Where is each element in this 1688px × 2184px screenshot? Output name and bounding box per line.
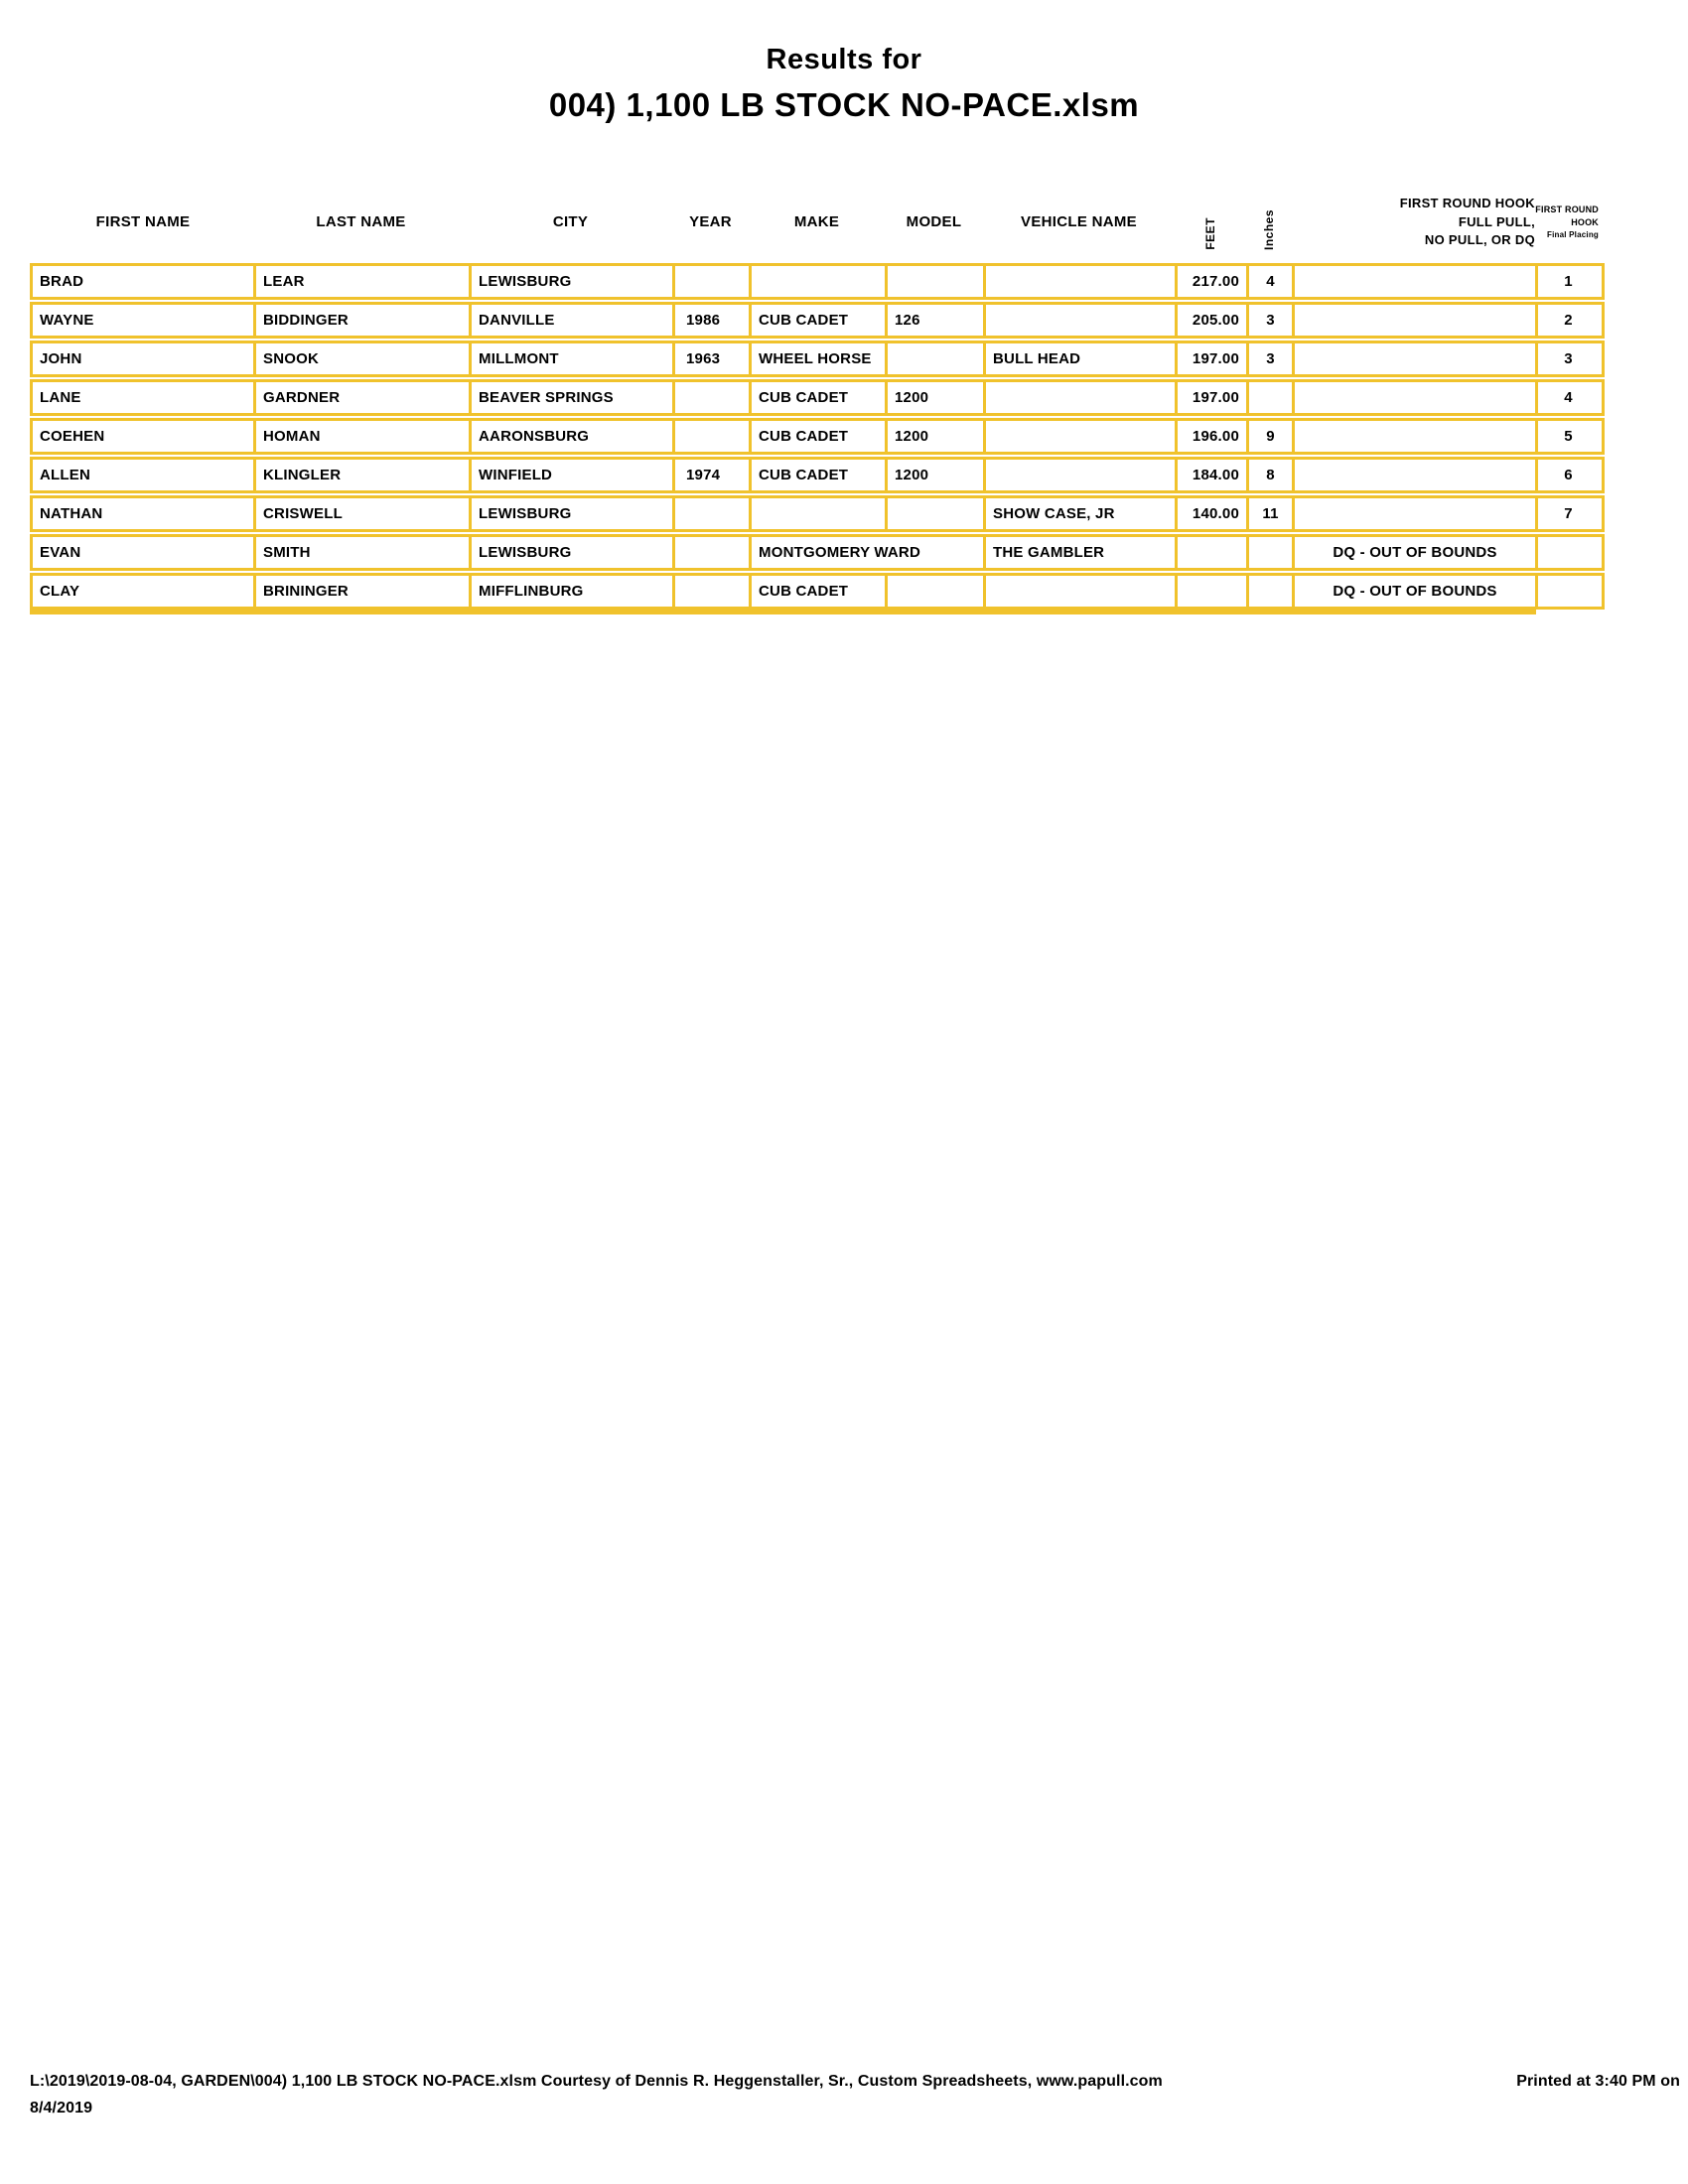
cell-first-name: COEHEN xyxy=(40,428,105,445)
cell-inches xyxy=(1246,382,1292,413)
cell-final-placing: 4 xyxy=(1535,382,1599,413)
cell-year xyxy=(672,266,749,297)
cell-city: DANVILLE xyxy=(469,305,672,336)
cell-final-placing: 2 xyxy=(1535,305,1599,336)
cell-inches: 4 xyxy=(1246,266,1292,297)
cell-last-name: BIDDINGER xyxy=(253,305,469,336)
cell-feet: 140.00 xyxy=(1175,498,1246,529)
table-header-row xyxy=(30,191,1605,260)
results-table xyxy=(30,191,1605,614)
cell-feet xyxy=(1175,576,1246,607)
table-row xyxy=(30,573,1605,610)
cell-model xyxy=(885,576,983,607)
cell-feet: 184.00 xyxy=(1175,460,1246,490)
table-row xyxy=(30,534,1605,571)
cell-inches: 3 xyxy=(1246,343,1292,374)
header-hook-line3: NO PULL, OR DQ xyxy=(1424,231,1535,247)
cell-final-placing xyxy=(1535,537,1599,568)
cell-make: CUB CADET xyxy=(749,576,885,607)
cell-city: LEWISBURG xyxy=(469,266,672,297)
cell-last-name: BRININGER xyxy=(253,576,469,607)
cell-city: LEWISBURG xyxy=(469,498,672,529)
cell-feet: 205.00 xyxy=(1175,305,1246,336)
cell-final-placing: 6 xyxy=(1535,460,1599,490)
cell-inches xyxy=(1246,576,1292,607)
cell-first-name: NATHAN xyxy=(40,505,103,522)
cell-inches xyxy=(1246,537,1292,568)
cell-make: MONTGOMERY WARD xyxy=(749,537,983,568)
cell-model: 1200 xyxy=(885,421,983,452)
cell-last-name: KLINGLER xyxy=(253,460,469,490)
cell-model: 1200 xyxy=(885,382,983,413)
footer-path-and-credit: L:\2019\2019-08-04, GARDEN\004) 1,100 LB STOCK NO-PACE.xlsm Courtesy of Dennis R. Heggenstaller, Sr., Custom Spreadsheets, www.papull.com xyxy=(30,2073,1163,2090)
header-feet xyxy=(1175,191,1246,260)
cell-city: WINFIELD xyxy=(469,460,672,490)
cell-first-name: BRAD xyxy=(40,273,84,290)
header-year: YEAR xyxy=(689,213,732,230)
cell-first-round-hook xyxy=(1292,343,1535,374)
cell-city: MILLMONT xyxy=(469,343,672,374)
table-row xyxy=(30,418,1605,455)
cell-feet: 197.00 xyxy=(1175,382,1246,413)
cell-make: CUB CADET xyxy=(749,421,885,452)
table-bottom-border xyxy=(30,610,1536,614)
cell-make xyxy=(749,498,885,529)
cell-year: 1974 xyxy=(672,460,749,490)
cell-make: CUB CADET xyxy=(749,305,885,336)
table-row xyxy=(30,379,1605,416)
print-footer-line1 xyxy=(30,2073,1680,2091)
header-hook-line2: FULL PULL, xyxy=(1458,213,1535,229)
cell-first-round-hook xyxy=(1292,305,1535,336)
header-first-round-hook xyxy=(1292,191,1535,260)
cell-first-name: LANE xyxy=(40,389,81,406)
table-row xyxy=(30,302,1605,339)
cell-first-round-hook xyxy=(1292,421,1535,452)
cell-final-placing: 3 xyxy=(1535,343,1599,374)
report-title-line2: 004) 1,100 LB STOCK NO-PACE.xlsm xyxy=(548,86,1140,123)
cell-final-placing: 1 xyxy=(1535,266,1599,297)
cell-model: 1200 xyxy=(885,460,983,490)
cell-first-round-hook xyxy=(1292,382,1535,413)
cell-vehicle-name xyxy=(983,421,1175,452)
cell-first-name: CLAY xyxy=(40,583,80,600)
cell-feet: 217.00 xyxy=(1175,266,1246,297)
cell-vehicle-name xyxy=(983,305,1175,336)
footer-printed-at: Printed at 3:40 PM on xyxy=(1516,2073,1680,2090)
cell-city: MIFFLINBURG xyxy=(469,576,672,607)
header-city: CITY xyxy=(552,213,589,230)
cell-vehicle-name xyxy=(983,460,1175,490)
cell-year xyxy=(672,537,749,568)
header-placing-line1: FIRST ROUND xyxy=(1535,205,1599,215)
header-final-placing xyxy=(1535,191,1599,260)
cell-inches: 8 xyxy=(1246,460,1292,490)
table-row xyxy=(30,457,1605,493)
table-row xyxy=(30,341,1605,377)
header-make: MAKE xyxy=(793,213,840,230)
cell-last-name: SNOOK xyxy=(253,343,469,374)
cell-year xyxy=(672,576,749,607)
cell-feet: 197.00 xyxy=(1175,343,1246,374)
cell-year: 1986 xyxy=(672,305,749,336)
header-last-name: LAST NAME xyxy=(316,213,406,230)
table-row xyxy=(30,495,1605,532)
cell-final-placing: 5 xyxy=(1535,421,1599,452)
cell-first-round-hook: DQ - OUT OF BOUNDS xyxy=(1292,576,1535,607)
cell-year xyxy=(672,498,749,529)
table-row xyxy=(30,263,1605,300)
cell-first-round-hook xyxy=(1292,266,1535,297)
cell-vehicle-name: BULL HEAD xyxy=(983,343,1175,374)
cell-vehicle-name: SHOW CASE, JR xyxy=(983,498,1175,529)
cell-vehicle-name xyxy=(983,382,1175,413)
cell-first-name: ALLEN xyxy=(40,467,90,483)
cell-year xyxy=(672,382,749,413)
cell-first-round-hook xyxy=(1292,460,1535,490)
cell-last-name: GARDNER xyxy=(253,382,469,413)
header-inches-label: Inches xyxy=(1262,208,1276,250)
cell-model xyxy=(885,266,983,297)
cell-vehicle-name: THE GAMBLER xyxy=(983,537,1175,568)
header-placing-line3: Final Placing xyxy=(1547,230,1599,240)
footer-printed-date: 8/4/2019 xyxy=(30,2100,93,2116)
cell-city: AARONSBURG xyxy=(469,421,672,452)
cell-final-placing xyxy=(1535,576,1599,607)
cell-last-name: HOMAN xyxy=(253,421,469,452)
cell-inches: 3 xyxy=(1246,305,1292,336)
report-title-line1: Results for xyxy=(766,44,922,75)
cell-inches: 9 xyxy=(1246,421,1292,452)
cell-model xyxy=(885,343,983,374)
cell-first-name: JOHN xyxy=(40,350,82,367)
cell-last-name: LEAR xyxy=(253,266,469,297)
header-first-name: FIRST NAME xyxy=(95,213,191,230)
header-vehicle-name: VEHICLE NAME xyxy=(1021,213,1137,230)
cell-make: WHEEL HORSE xyxy=(749,343,885,374)
cell-year: 1963 xyxy=(672,343,749,374)
cell-last-name: CRISWELL xyxy=(253,498,469,529)
cell-make: CUB CADET xyxy=(749,382,885,413)
report-title xyxy=(0,44,1688,124)
cell-inches: 11 xyxy=(1246,498,1292,529)
cell-city: BEAVER SPRINGS xyxy=(469,382,672,413)
cell-first-round-hook xyxy=(1292,498,1535,529)
cell-vehicle-name xyxy=(983,266,1175,297)
cell-vehicle-name xyxy=(983,576,1175,607)
cell-model: 126 xyxy=(885,305,983,336)
print-footer xyxy=(30,2073,1680,2117)
cell-feet: 196.00 xyxy=(1175,421,1246,452)
header-feet-label: FEET xyxy=(1203,217,1217,250)
header-model: MODEL xyxy=(906,213,962,230)
header-placing-line2: HOOK xyxy=(1571,217,1599,228)
cell-first-round-hook: DQ - OUT OF BOUNDS xyxy=(1292,537,1535,568)
cell-model xyxy=(885,498,983,529)
cell-make xyxy=(749,266,885,297)
table-body xyxy=(30,263,1605,610)
cell-feet xyxy=(1175,537,1246,568)
cell-year xyxy=(672,421,749,452)
cell-city: LEWISBURG xyxy=(469,537,672,568)
cell-first-name: EVAN xyxy=(40,544,81,561)
header-inches xyxy=(1246,191,1292,260)
cell-make: CUB CADET xyxy=(749,460,885,490)
cell-last-name: SMITH xyxy=(253,537,469,568)
cell-final-placing: 7 xyxy=(1535,498,1599,529)
header-hook-line1: FIRST ROUND HOOK xyxy=(1399,196,1535,211)
cell-first-name: WAYNE xyxy=(40,312,94,329)
